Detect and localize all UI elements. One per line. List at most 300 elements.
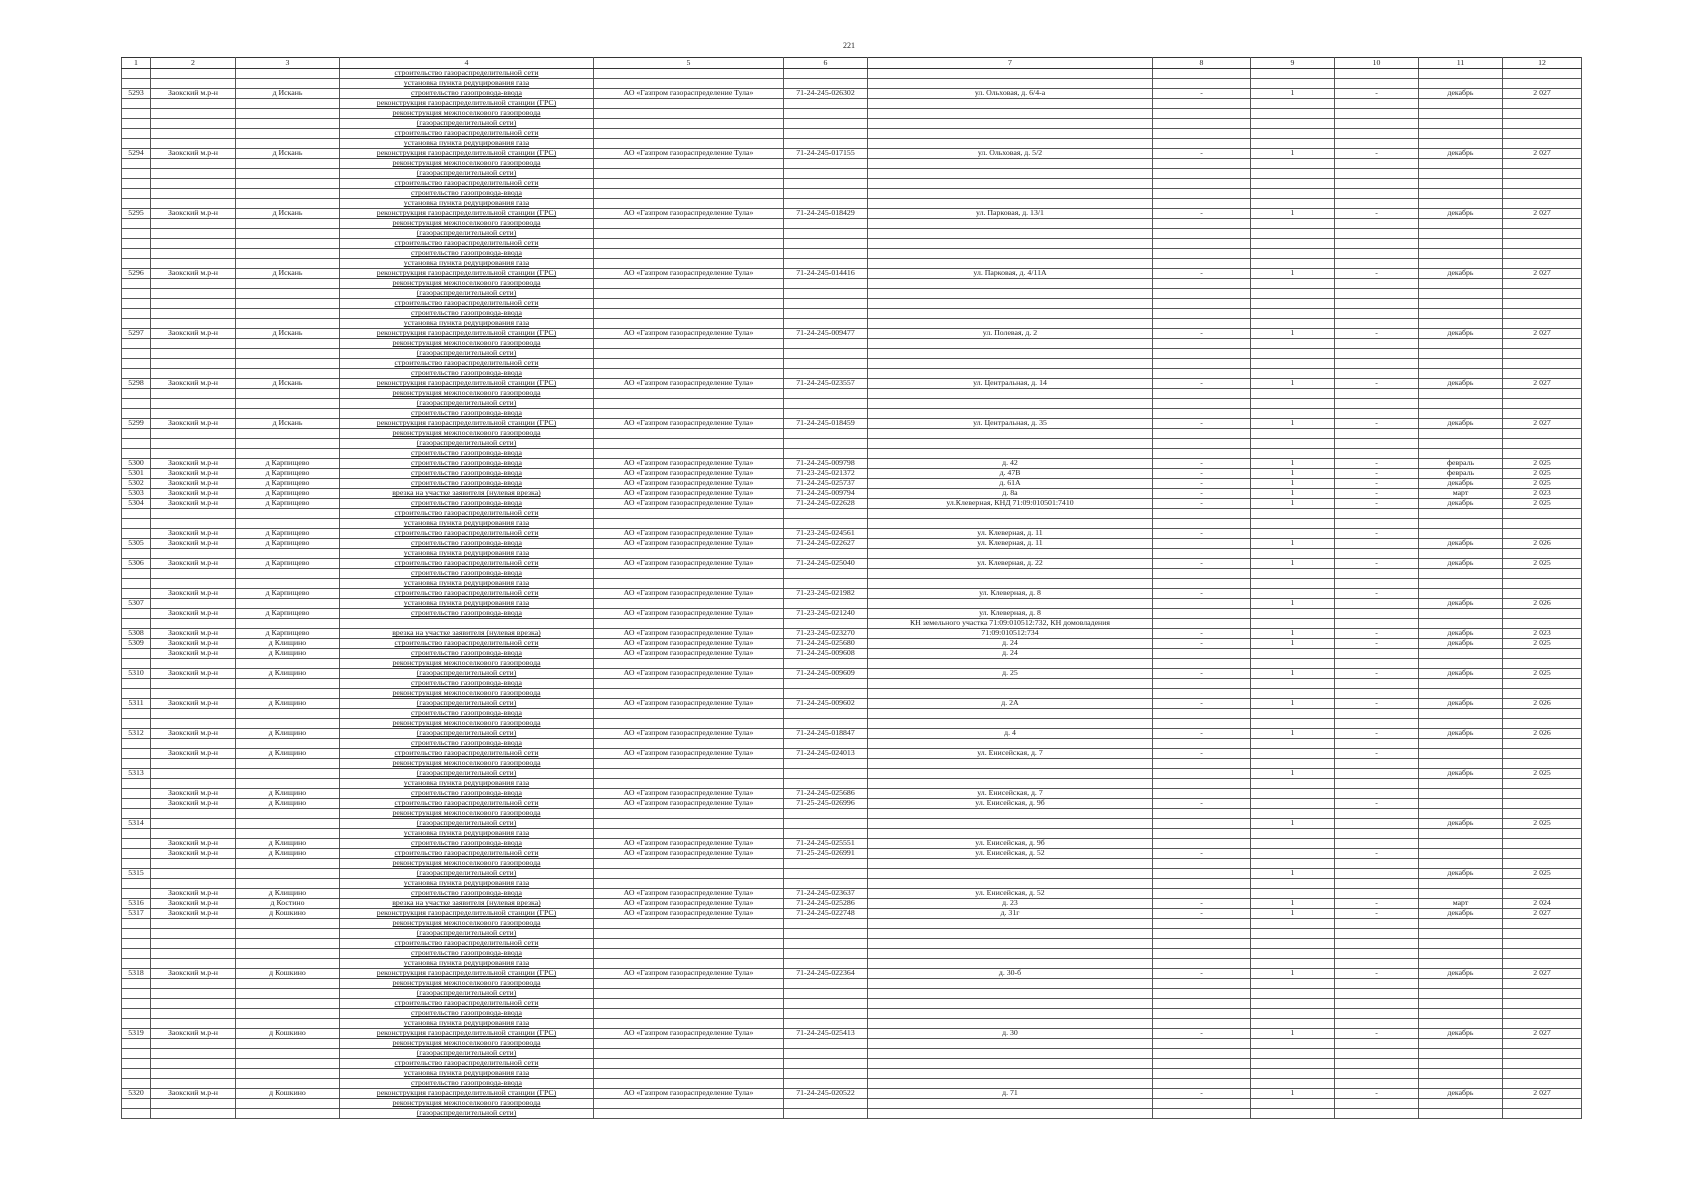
cell-district <box>151 979 236 989</box>
cell-col-9 <box>1251 109 1335 119</box>
cell-settlement <box>236 359 340 369</box>
column-header: 12 <box>1503 58 1582 69</box>
cell-col-9: 1 <box>1251 819 1335 829</box>
table-row <box>122 159 1582 169</box>
cell-work-type: строительство газопровода-ввода <box>340 739 594 749</box>
cell-application-number <box>784 309 868 319</box>
cell-settlement <box>236 1019 340 1029</box>
cell-district <box>151 289 236 299</box>
cell-col-10 <box>1335 739 1419 749</box>
cell-address <box>868 939 1153 949</box>
cell-year <box>1503 409 1582 419</box>
cell-col-9: 1 <box>1251 209 1335 219</box>
cell-month <box>1419 119 1503 129</box>
cell-organization <box>594 1019 784 1029</box>
cell-application-number: 71-24-245-022628 <box>784 499 868 509</box>
cell-col-10 <box>1335 999 1419 1009</box>
cell-month: декабрь <box>1419 629 1503 639</box>
cell-district <box>151 949 236 959</box>
cell-col-10: - <box>1335 749 1419 759</box>
cell-col-8 <box>1153 219 1251 229</box>
cell-work-type: строительство газопровода-ввода <box>340 249 594 259</box>
cell-month: декабрь <box>1419 149 1503 159</box>
table-row <box>122 1109 1582 1119</box>
table-row <box>122 799 1582 809</box>
cell-month <box>1419 659 1503 669</box>
cell-organization <box>594 369 784 379</box>
cell-address <box>868 439 1153 449</box>
cell-col-10: - <box>1335 699 1419 709</box>
cell-year: 2 027 <box>1503 379 1582 389</box>
cell-month <box>1419 529 1503 539</box>
cell-address <box>868 819 1153 829</box>
cell-application-number <box>784 339 868 349</box>
cell-col-10: - <box>1335 529 1419 539</box>
cell-row-number: 5293 <box>122 89 151 99</box>
cell-settlement: д Клищино <box>236 669 340 679</box>
table-row <box>122 1029 1582 1039</box>
cell-year: 2 026 <box>1503 539 1582 549</box>
cell-month <box>1419 249 1503 259</box>
cell-year <box>1503 889 1582 899</box>
column-header: 4 <box>340 58 594 69</box>
table-row <box>122 1019 1582 1029</box>
cell-year <box>1503 519 1582 529</box>
cell-col-8 <box>1153 569 1251 579</box>
cell-row-number <box>122 779 151 789</box>
cell-organization: АО «Газпром газораспределение Тула» <box>594 899 784 909</box>
cell-year: 2 027 <box>1503 969 1582 979</box>
table-row <box>122 709 1582 719</box>
table-row <box>122 529 1582 539</box>
cell-month: декабрь <box>1419 699 1503 709</box>
cell-col-9: 1 <box>1251 639 1335 649</box>
cell-year: 2 027 <box>1503 269 1582 279</box>
cell-organization: АО «Газпром газораспределение Тула» <box>594 889 784 899</box>
cell-year <box>1503 789 1582 799</box>
cell-settlement <box>236 169 340 179</box>
cell-application-number: 71-25-245-026991 <box>784 849 868 859</box>
cell-district: Заокский м.р-н <box>151 209 236 219</box>
cell-settlement: д Клищино <box>236 639 340 649</box>
cell-col-8 <box>1153 369 1251 379</box>
cell-work-type: (газораспределительной сети) <box>340 769 594 779</box>
cell-row-number: 5296 <box>122 269 151 279</box>
table-row <box>122 809 1582 819</box>
cell-col-9 <box>1251 879 1335 889</box>
cell-row-number: 5307 <box>122 599 151 609</box>
cell-organization <box>594 769 784 779</box>
cell-col-10 <box>1335 249 1419 259</box>
cell-col-8: - <box>1153 969 1251 979</box>
cell-settlement <box>236 759 340 769</box>
cell-address: ул. Клеверная, д. 8 <box>868 609 1153 619</box>
column-header: 11 <box>1419 58 1503 69</box>
table-row <box>122 449 1582 459</box>
cell-row-number <box>122 919 151 929</box>
cell-address: КН земельного участка 71:09:010512:732, КН домовладения <box>868 619 1153 629</box>
cell-application-number <box>784 939 868 949</box>
cell-organization <box>594 679 784 689</box>
cell-organization <box>594 109 784 119</box>
cell-address <box>868 1039 1153 1049</box>
cell-district <box>151 369 236 379</box>
cell-district <box>151 779 236 789</box>
cell-month <box>1419 159 1503 169</box>
cell-application-number <box>784 139 868 149</box>
cell-settlement: д Кошкино <box>236 1089 340 1099</box>
cell-organization <box>594 579 784 589</box>
cell-organization <box>594 979 784 989</box>
cell-year <box>1503 1109 1582 1119</box>
cell-col-10 <box>1335 519 1419 529</box>
cell-application-number: 71-24-245-022627 <box>784 539 868 549</box>
cell-application-number <box>784 279 868 289</box>
table-row <box>122 749 1582 759</box>
cell-district <box>151 169 236 179</box>
cell-application-number <box>784 859 868 869</box>
cell-col-9 <box>1251 69 1335 79</box>
table-row <box>122 619 1582 629</box>
cell-col-10: - <box>1335 969 1419 979</box>
cell-month <box>1419 939 1503 949</box>
cell-settlement <box>236 139 340 149</box>
cell-month <box>1419 339 1503 349</box>
cell-col-9 <box>1251 1099 1335 1109</box>
table-row <box>122 329 1582 339</box>
cell-settlement <box>236 829 340 839</box>
cell-application-number <box>784 289 868 299</box>
table-row <box>122 789 1582 799</box>
cell-col-8 <box>1153 979 1251 989</box>
cell-col-8: - <box>1153 589 1251 599</box>
cell-year <box>1503 449 1582 459</box>
cell-district <box>151 199 236 209</box>
cell-col-10: - <box>1335 1029 1419 1039</box>
cell-district <box>151 439 236 449</box>
cell-address: ул. Енисейская, д. 9б <box>868 799 1153 809</box>
cell-settlement: д Карпищево <box>236 629 340 639</box>
cell-district <box>151 319 236 329</box>
cell-work-type: реконструкция газораспределительной станции (ГРС) <box>340 329 594 339</box>
cell-col-10 <box>1335 959 1419 969</box>
cell-application-number <box>784 989 868 999</box>
cell-row-number <box>122 979 151 989</box>
cell-col-10 <box>1335 829 1419 839</box>
cell-district <box>151 399 236 409</box>
cell-address: д. 71 <box>868 1089 1153 1099</box>
cell-month <box>1419 429 1503 439</box>
table-row <box>122 79 1582 89</box>
cell-district: Заокский м.р-н <box>151 529 236 539</box>
cell-work-type: строительство газопровода-ввода <box>340 569 594 579</box>
cell-address <box>868 879 1153 889</box>
cell-row-number <box>122 249 151 259</box>
cell-address <box>868 759 1153 769</box>
cell-district <box>151 99 236 109</box>
cell-district <box>151 1039 236 1049</box>
cell-col-8 <box>1153 619 1251 629</box>
table-row <box>122 1009 1582 1019</box>
cell-col-8 <box>1153 1069 1251 1079</box>
cell-col-9: 1 <box>1251 969 1335 979</box>
cell-col-10 <box>1335 129 1419 139</box>
table-row <box>122 199 1582 209</box>
cell-settlement: д Искань <box>236 379 340 389</box>
cell-year <box>1503 179 1582 189</box>
cell-address: ул. Парковая, д. 13/1 <box>868 209 1153 219</box>
cell-year <box>1503 1099 1582 1109</box>
cell-col-8: - <box>1153 209 1251 219</box>
cell-settlement <box>236 439 340 449</box>
table-row <box>122 289 1582 299</box>
cell-col-8 <box>1153 99 1251 109</box>
cell-col-10 <box>1335 289 1419 299</box>
cell-year <box>1503 1079 1582 1089</box>
column-header: 6 <box>784 58 868 69</box>
cell-settlement: д Костино <box>236 899 340 909</box>
table-header-row <box>122 58 1582 69</box>
cell-col-9 <box>1251 309 1335 319</box>
cell-col-10 <box>1335 139 1419 149</box>
cell-col-8 <box>1153 299 1251 309</box>
cell-year <box>1503 339 1582 349</box>
cell-work-type: реконструкция межпоселкового газопровода <box>340 919 594 929</box>
cell-col-10 <box>1335 1059 1419 1069</box>
column-header: 8 <box>1153 58 1251 69</box>
cell-col-9 <box>1251 569 1335 579</box>
table-row <box>122 699 1582 709</box>
cell-application-number <box>784 189 868 199</box>
cell-address <box>868 99 1153 109</box>
cell-col-9: 1 <box>1251 499 1335 509</box>
cell-work-type: установка пункта редуцирования газа <box>340 1069 594 1079</box>
cell-address: д. 4 <box>868 729 1153 739</box>
cell-year <box>1503 679 1582 689</box>
cell-address <box>868 239 1153 249</box>
cell-work-type: строительство газопровода-ввода <box>340 189 594 199</box>
cell-year: 2 025 <box>1503 639 1582 649</box>
cell-col-10 <box>1335 189 1419 199</box>
cell-application-number: 71-24-245-009798 <box>784 459 868 469</box>
cell-organization: АО «Газпром газораспределение Тула» <box>594 839 784 849</box>
cell-col-8: - <box>1153 559 1251 569</box>
cell-month <box>1419 619 1503 629</box>
cell-year <box>1503 799 1582 809</box>
cell-row-number <box>122 179 151 189</box>
cell-settlement <box>236 1079 340 1089</box>
cell-col-8: - <box>1153 479 1251 489</box>
cell-settlement <box>236 109 340 119</box>
cell-col-10 <box>1335 1039 1419 1049</box>
column-header: 2 <box>151 58 236 69</box>
cell-address <box>868 289 1153 299</box>
cell-work-type: установка пункта редуцирования газа <box>340 829 594 839</box>
cell-work-type: строительство газораспределительной сети <box>340 69 594 79</box>
cell-col-9 <box>1251 829 1335 839</box>
cell-district <box>151 159 236 169</box>
cell-year: 2 025 <box>1503 479 1582 489</box>
cell-year: 2 027 <box>1503 329 1582 339</box>
cell-district <box>151 259 236 269</box>
cell-col-10 <box>1335 709 1419 719</box>
table-row <box>122 1069 1582 1079</box>
cell-address <box>868 599 1153 609</box>
cell-row-number: 5295 <box>122 209 151 219</box>
cell-address <box>868 989 1153 999</box>
cell-month: декабрь <box>1419 499 1503 509</box>
cell-col-9 <box>1251 779 1335 789</box>
cell-application-number <box>784 399 868 409</box>
cell-work-type: реконструкция межпоселкового газопровода <box>340 689 594 699</box>
cell-organization <box>594 719 784 729</box>
cell-month <box>1419 839 1503 849</box>
cell-month <box>1419 309 1503 319</box>
cell-organization <box>594 1039 784 1049</box>
cell-col-10 <box>1335 549 1419 559</box>
column-header: 5 <box>594 58 784 69</box>
cell-month <box>1419 859 1503 869</box>
cell-work-type: строительство газораспределительной сети <box>340 359 594 369</box>
cell-application-number <box>784 449 868 459</box>
cell-work-type: строительство газопровода-ввода <box>340 449 594 459</box>
cell-work-type: установка пункта редуцирования газа <box>340 599 594 609</box>
cell-work-type: реконструкция межпоселкового газопровода <box>340 159 594 169</box>
cell-settlement: д Клищино <box>236 849 340 859</box>
table-row <box>122 769 1582 779</box>
cell-work-type: строительство газораспределительной сети <box>340 589 594 599</box>
cell-address: д. 24 <box>868 649 1153 659</box>
cell-address <box>868 339 1153 349</box>
cell-col-8 <box>1153 579 1251 589</box>
cell-year <box>1503 239 1582 249</box>
cell-settlement <box>236 939 340 949</box>
table-row <box>122 249 1582 259</box>
table-row <box>122 419 1582 429</box>
cell-col-8 <box>1153 869 1251 879</box>
table-row <box>122 499 1582 509</box>
cell-work-type: строительство газораспределительной сети <box>340 129 594 139</box>
cell-work-type: установка пункта редуцирования газа <box>340 779 594 789</box>
cell-month <box>1419 569 1503 579</box>
cell-settlement <box>236 1099 340 1109</box>
cell-organization <box>594 949 784 959</box>
cell-row-number: 5309 <box>122 639 151 649</box>
cell-col-10 <box>1335 879 1419 889</box>
cell-year: 2 027 <box>1503 149 1582 159</box>
cell-col-9 <box>1251 1069 1335 1079</box>
cell-organization <box>594 739 784 749</box>
cell-district <box>151 869 236 879</box>
cell-col-9 <box>1251 179 1335 189</box>
cell-row-number <box>122 549 151 559</box>
cell-year: 2 027 <box>1503 89 1582 99</box>
cell-application-number: 71-24-245-018429 <box>784 209 868 219</box>
cell-col-9 <box>1251 1079 1335 1089</box>
cell-col-10 <box>1335 1019 1419 1029</box>
cell-application-number <box>784 219 868 229</box>
cell-settlement <box>236 1059 340 1069</box>
cell-settlement <box>236 1069 340 1079</box>
cell-col-9 <box>1251 449 1335 459</box>
cell-col-10 <box>1335 349 1419 359</box>
cell-year <box>1503 549 1582 559</box>
cell-col-10 <box>1335 979 1419 989</box>
cell-col-9: 1 <box>1251 469 1335 479</box>
cell-application-number: 71-24-245-018847 <box>784 729 868 739</box>
cell-year <box>1503 369 1582 379</box>
cell-year <box>1503 139 1582 149</box>
cell-application-number <box>784 319 868 329</box>
cell-organization: АО «Газпром газораспределение Тула» <box>594 469 784 479</box>
cell-settlement <box>236 659 340 669</box>
cell-col-8 <box>1153 229 1251 239</box>
cell-col-8 <box>1153 79 1251 89</box>
cell-application-number <box>784 599 868 609</box>
cell-district: Заокский м.р-н <box>151 589 236 599</box>
cell-application-number <box>784 349 868 359</box>
cell-district <box>151 79 236 89</box>
cell-col-9 <box>1251 169 1335 179</box>
cell-application-number: 71-24-245-009608 <box>784 649 868 659</box>
cell-work-type: строительство газопровода-ввода <box>340 89 594 99</box>
cell-work-type: строительство газораспределительной сети <box>340 559 594 569</box>
cell-col-10: - <box>1335 329 1419 339</box>
cell-month <box>1419 139 1503 149</box>
cell-col-9: 1 <box>1251 1029 1335 1039</box>
cell-organization <box>594 99 784 109</box>
cell-district: Заокский м.р-н <box>151 629 236 639</box>
cell-month <box>1419 349 1503 359</box>
cell-work-type: реконструкция межпоселкового газопровода <box>340 1039 594 1049</box>
table-row <box>122 739 1582 749</box>
cell-row-number <box>122 1069 151 1079</box>
cell-district: Заокский м.р-н <box>151 469 236 479</box>
cell-work-type: (газораспределительной сети) <box>340 869 594 879</box>
cell-work-type: установка пункта редуцирования газа <box>340 259 594 269</box>
cell-col-8: - <box>1153 729 1251 739</box>
cell-application-number <box>784 709 868 719</box>
cell-organization <box>594 219 784 229</box>
cell-row-number <box>122 649 151 659</box>
table-row <box>122 129 1582 139</box>
cell-address: д. 8а <box>868 489 1153 499</box>
cell-address <box>868 979 1153 989</box>
cell-col-9 <box>1251 189 1335 199</box>
cell-organization <box>594 859 784 869</box>
cell-organization <box>594 169 784 179</box>
cell-row-number <box>122 1009 151 1019</box>
cell-work-type: (газораспределительной сети) <box>340 929 594 939</box>
table-row <box>122 229 1582 239</box>
cell-address <box>868 859 1153 869</box>
cell-col-10 <box>1335 579 1419 589</box>
cell-col-8 <box>1153 779 1251 789</box>
cell-month: март <box>1419 489 1503 499</box>
cell-organization: АО «Газпром газораспределение Тула» <box>594 89 784 99</box>
cell-address: ул. Енисейская, д. 7 <box>868 749 1153 759</box>
cell-work-type: врезка на участке заявителя (нулевая врезка) <box>340 629 594 639</box>
cell-col-10 <box>1335 719 1419 729</box>
cell-col-8: - <box>1153 629 1251 639</box>
cell-col-10 <box>1335 659 1419 669</box>
table-row <box>122 939 1582 949</box>
cell-application-number <box>784 1019 868 1029</box>
cell-col-8 <box>1153 389 1251 399</box>
cell-application-number <box>784 299 868 309</box>
cell-district <box>151 959 236 969</box>
cell-district <box>151 349 236 359</box>
